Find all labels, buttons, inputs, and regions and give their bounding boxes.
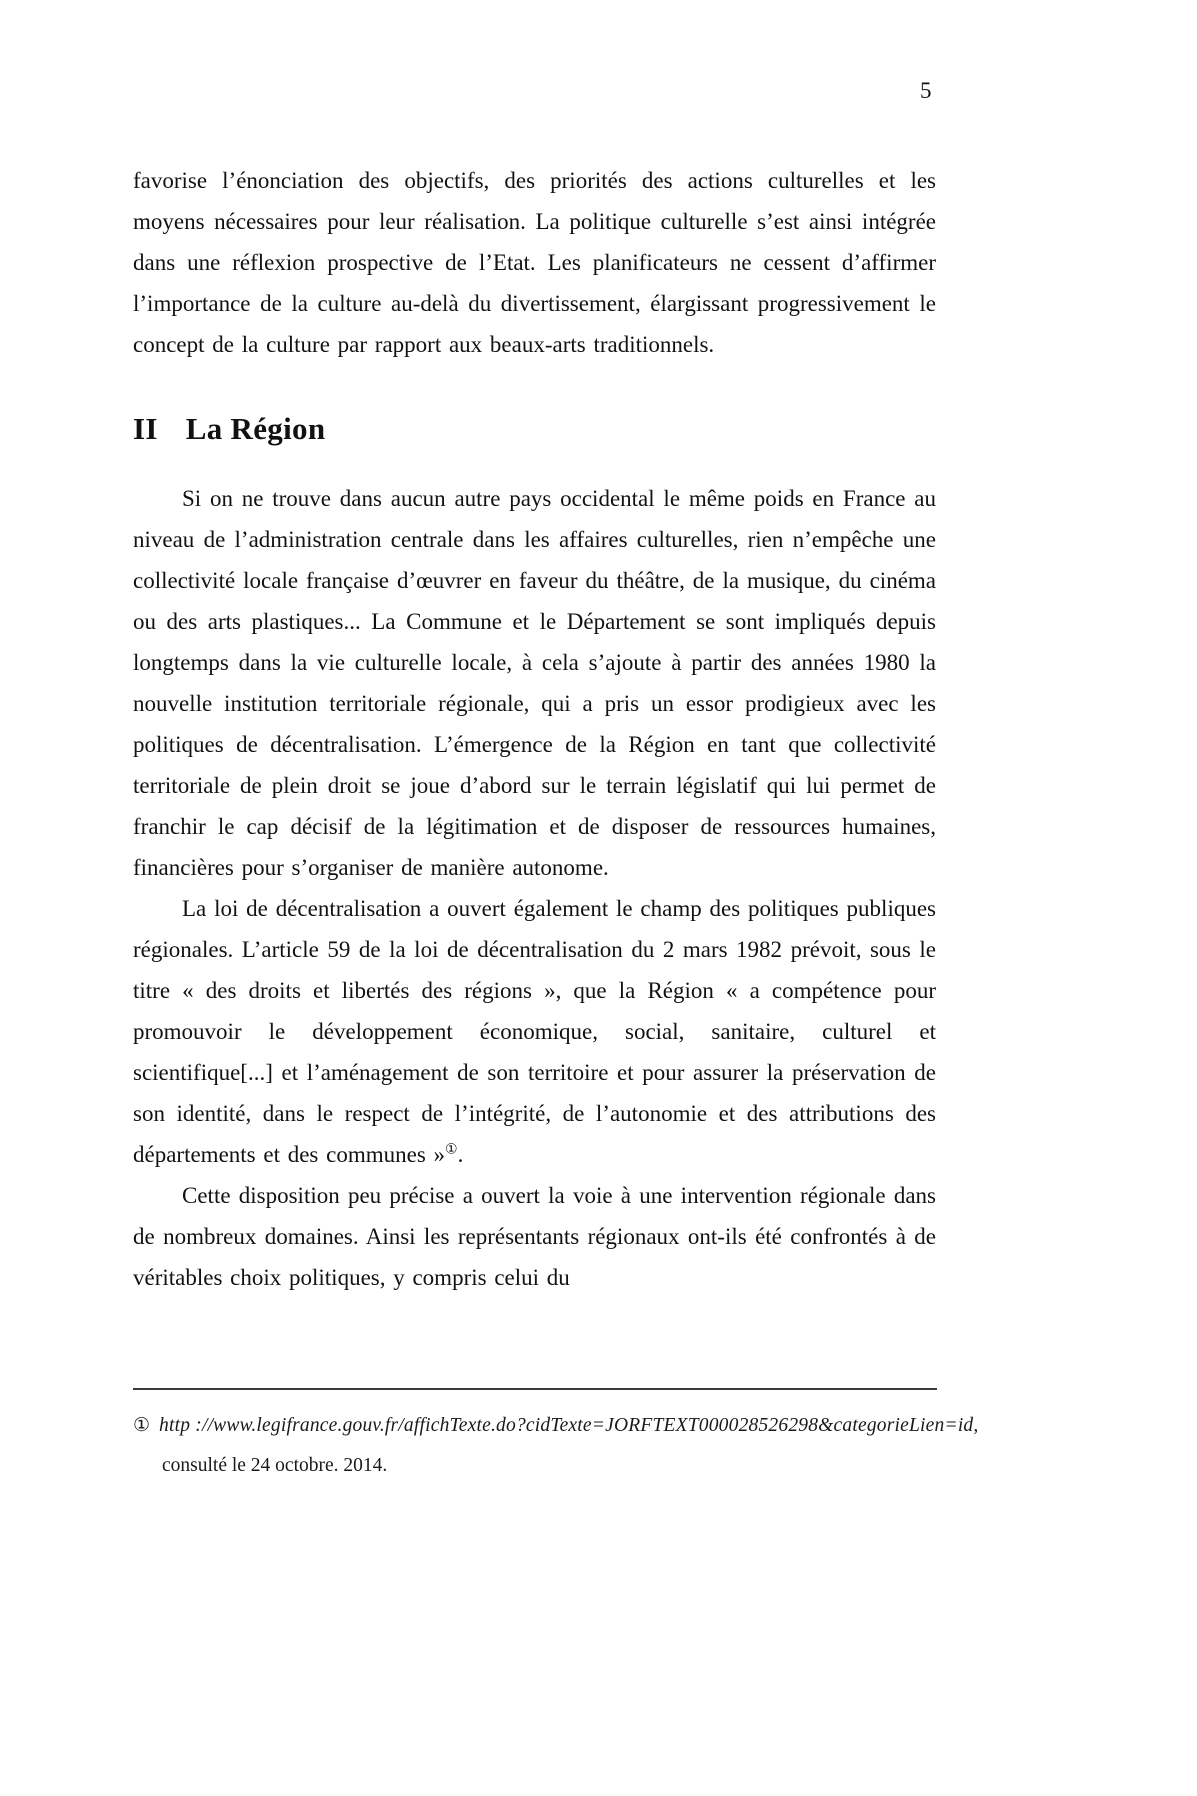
footnote-line-1 <box>133 1406 979 1446</box>
footnote-area <box>133 1388 979 1486</box>
page-number: 5 <box>920 78 932 103</box>
paragraph-text-end: . <box>457 1142 464 1167</box>
footnote-marker: ① <box>133 1415 151 1436</box>
paragraph-text: La loi de décentralisation a ouvert également le champ des politiques publiques régionales. L’article 59 de la loi de décentralisation du 2 mars 1982 prévoit, sous le titre « des droits et libertés des régions », que la Région « a compétence pour promouvoir le développement économique, social, sanitaire, culturel et scientifique[...] et l’aménagement de son territoire et pour assurer la préservation de son identité, dans le respect de l’intégrité, de l’autonomie et des attributions des départements et des communes » <box>133 896 936 1167</box>
section-number: II <box>133 411 158 446</box>
paragraph-text: favorise l’énonciation des objectifs, des priorités des actions culturelles et les moyens nécessaires pour leur réalisation. La politique culturelle s’est ainsi intégrée dans une réflexion prospective de l’Etat. Les planificateurs ne cessent d’affirmer l’importance de la culture au-delà du divertissement, élargissant progressivement le concept de la culture par rapport aux beaux-arts traditionnels. <box>133 168 936 357</box>
section-title: La Région <box>185 411 326 446</box>
section-heading <box>133 411 936 447</box>
paragraph-continuation <box>133 160 936 365</box>
footnote-divider <box>133 1388 937 1390</box>
footnote-line-2: consulté le 24 octobre. 2014. <box>162 1455 388 1476</box>
paragraph-text: Si on ne trouve dans aucun autre pays occidental le même poids en France au niveau de l’administration centrale dans les affaires culturelles, rien n’empêche une collectivité locale française d’œuvrer en faveur du théâtre, de la musique, du cinéma ou des arts plastiques... La Commune et le Département se sont impliqués depuis longtemps dans la vie culturelle locale, à cela s’ajoute à partir des années 1980 la nouvelle institution territoriale régionale, qui a pris un essor prodigieux avec les politiques de décentralisation. L’émergence de la Région en tant que collectivité territoriale de plein droit se joue d’abord sur le terrain législatif qui lui permet de franchir le cap décisif de la légitimation et de disposer de ressources humaines, financières pour s’organiser de manière autonome. <box>133 486 936 880</box>
footnote-url: http ://www.legifrance.gouv.fr/affichTexte.do?cidTexte=JORFTEXT000028526298&categorieLien=id, <box>159 1415 979 1436</box>
footnote-reference: ① <box>445 1142 458 1158</box>
paragraph-loi-decentralisation <box>133 888 936 1175</box>
text-block <box>133 160 936 1298</box>
footnote <box>133 1406 979 1486</box>
paragraph-region-intro <box>133 478 936 888</box>
paragraph-disposition <box>133 1175 936 1298</box>
paragraph-text: Cette disposition peu précise a ouvert la voie à une intervention régionale dans de nombreux domaines. Ainsi les représentants régionaux ont-ils été confrontés à de véritables choix politiques, y compris celui du <box>133 1183 936 1290</box>
